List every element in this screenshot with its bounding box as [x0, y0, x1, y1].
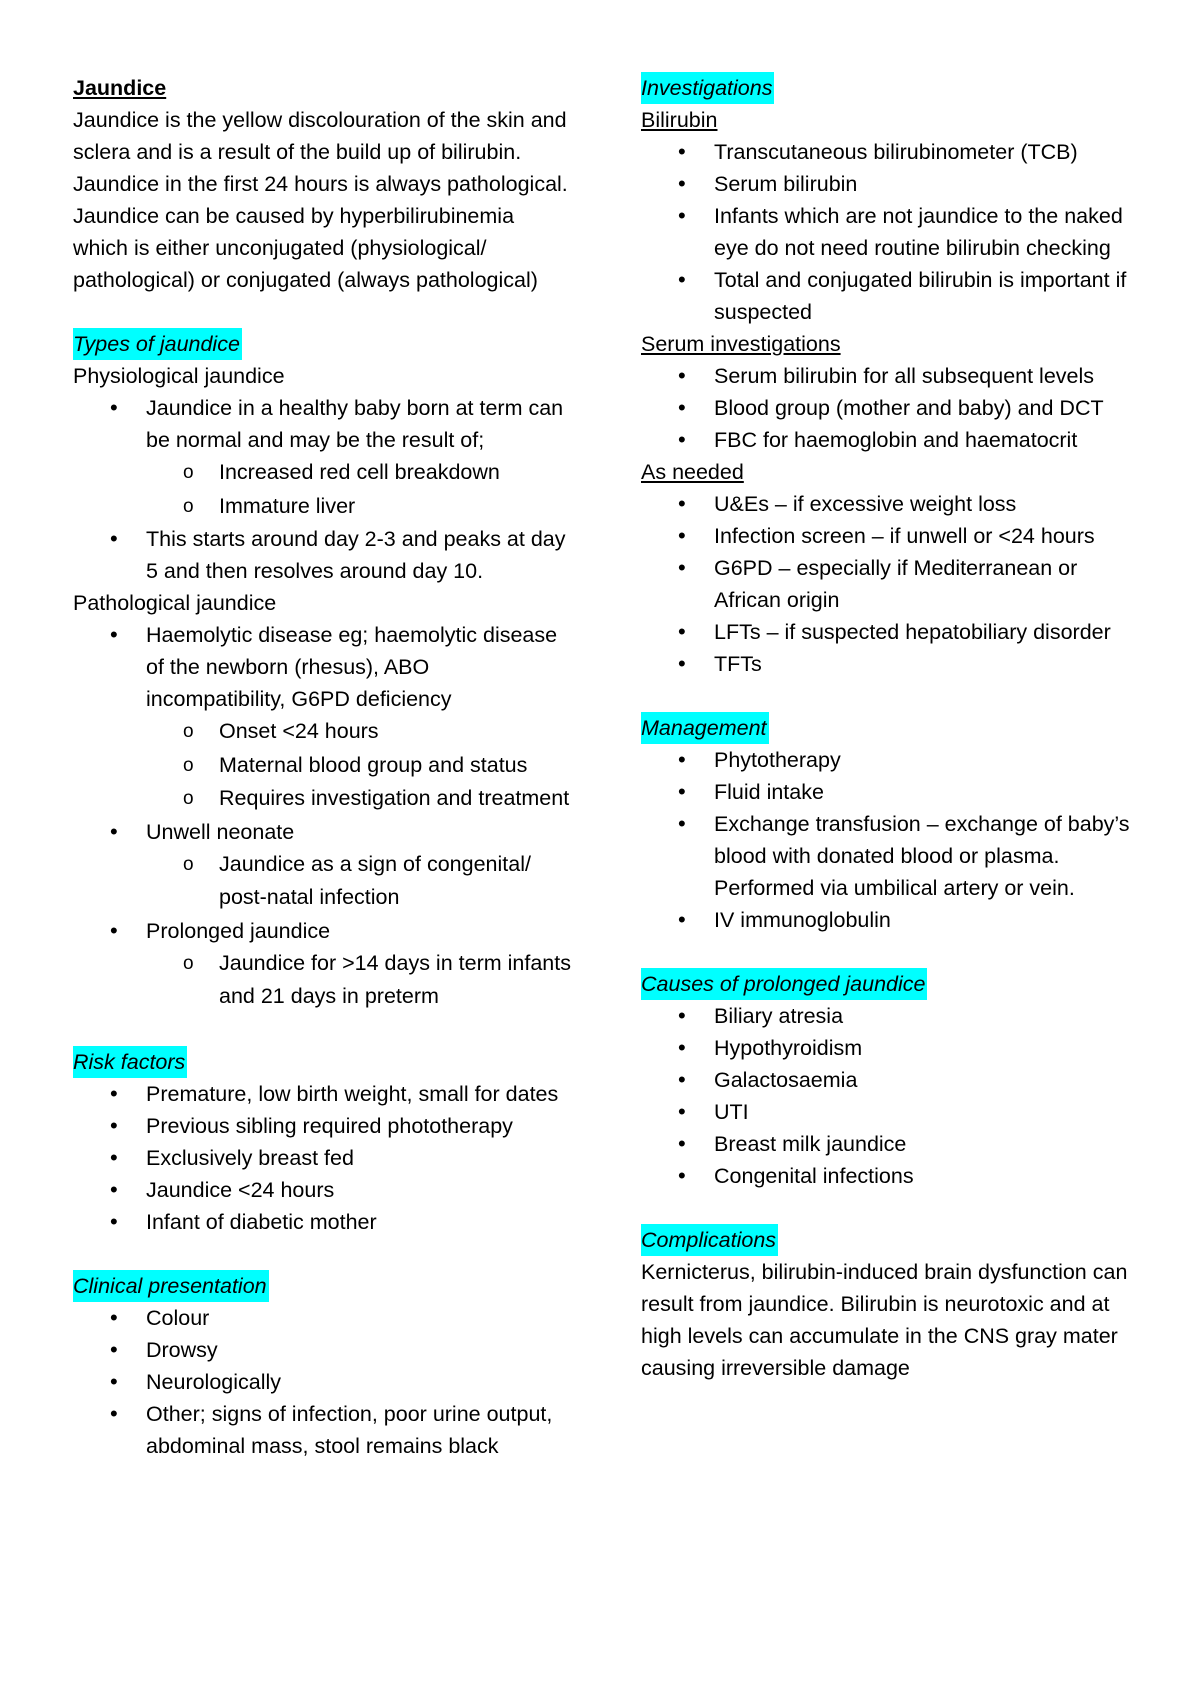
list-item: • Neurologically	[146, 1366, 573, 1398]
clinical-section	[73, 1270, 573, 1462]
list-item: • Phytotherapy	[714, 744, 1146, 776]
types-section	[73, 328, 573, 1014]
bullet-icon: •	[678, 651, 686, 676]
investigations-section	[641, 72, 1146, 680]
as-needed-label: As needed	[641, 460, 744, 484]
bullet-icon: •	[678, 363, 686, 388]
bullet-icon: •	[678, 523, 686, 548]
list-item: • Jaundice in a healthy baby born at term can be normal and may be the result of; o Increased red cell breakdown o Immature liver	[146, 392, 573, 523]
bullet-icon: •	[678, 779, 686, 804]
sub-list-item: o Requires investigation and treatment	[219, 782, 573, 816]
bullet-icon: •	[678, 1067, 686, 1092]
list-item: • Unwell neonate o Jaundice as a sign of congenital/ post-natal infection	[146, 816, 573, 915]
bullet-icon: •	[110, 395, 118, 420]
section-heading-risk: Risk factors	[73, 1046, 187, 1078]
risk-section	[73, 1046, 573, 1238]
as-needed-list	[641, 488, 1146, 680]
list-item: • Total and conjugated bilirubin is important if suspected	[714, 264, 1146, 328]
bullet-icon: •	[678, 555, 686, 580]
list-item: • Jaundice <24 hours	[146, 1174, 573, 1206]
list-item: • Breast milk jaundice	[714, 1128, 1146, 1160]
list-item: • Blood group (mother and baby) and DCT	[714, 392, 1146, 424]
list-item: • TFTs	[714, 648, 1146, 680]
list-item: • Transcutaneous bilirubinometer (TCB)	[714, 136, 1146, 168]
sub-list-item: o Immature liver	[219, 490, 573, 524]
intro-paragraph-2: Jaundice in the first 24 hours is always pathological.	[73, 172, 568, 196]
list-item: • Prolonged jaundice o Jaundice for >14 days in term infants and 21 days in preterm	[146, 915, 573, 1014]
bullet-icon: •	[678, 427, 686, 452]
bullet-icon: •	[110, 917, 118, 943]
sub-list	[146, 715, 573, 816]
list-item: • Colour	[146, 1302, 573, 1334]
bullet-icon: •	[110, 1336, 118, 1362]
list-item: • Serum bilirubin for all subsequent levels	[714, 360, 1146, 392]
pathological-label: Pathological jaundice	[73, 591, 277, 615]
complications-section	[641, 1224, 1146, 1384]
list-item: • Hypothyroidism	[714, 1032, 1146, 1064]
physiological-list	[73, 392, 573, 587]
list-item: • Infection screen – if unwell or <24 hours	[714, 520, 1146, 552]
complications-text: Kernicterus, bilirubin-induced brain dysfunction can result from jaundice. Bilirubin is neurotoxic and at high levels can accumulate in the CNS gray mater causing irreversible damage	[641, 1260, 1128, 1380]
physiological-label: Physiological jaundice	[73, 364, 285, 388]
bullet-icon: •	[110, 1208, 118, 1234]
list-item: • Previous sibling required phototherapy	[146, 1110, 573, 1142]
list-item: • This starts around day 2-3 and peaks at day 5 and then resolves around day 10.	[146, 523, 573, 587]
circle-bullet-icon: o	[183, 952, 194, 974]
bullet-icon: •	[678, 1099, 686, 1124]
circle-bullet-icon: o	[183, 462, 194, 483]
list-item: • Other; signs of infection, poor urine output, abdominal mass, stool remains black	[146, 1398, 573, 1462]
bullet-icon: •	[678, 491, 686, 516]
document-title: Jaundice	[73, 76, 167, 100]
list-item: • Drowsy	[146, 1334, 573, 1366]
sub-list-item: o Jaundice for >14 days in term infants and 21 days in preterm	[219, 947, 573, 1014]
bilirubin-list	[641, 136, 1146, 328]
circle-bullet-icon: o	[183, 754, 194, 776]
list-item: • Exclusively breast fed	[146, 1142, 573, 1174]
sub-list-item: o Onset <24 hours	[219, 715, 573, 749]
list-item: • LFTs – if suspected hepatobiliary disorder	[714, 616, 1146, 648]
list-item: • Fluid intake	[714, 776, 1146, 808]
section-heading-types: Types of jaundice	[73, 328, 242, 360]
bullet-icon: •	[110, 818, 118, 844]
bullet-icon: •	[678, 395, 686, 420]
bullet-icon: •	[110, 1080, 118, 1106]
clinical-list	[73, 1302, 573, 1462]
bullet-icon: •	[678, 619, 686, 644]
bullet-icon: •	[678, 1131, 686, 1156]
bullet-icon: •	[110, 1112, 118, 1138]
list-item: • Infants which are not jaundice to the naked eye do not need routine bilirubin checking	[714, 200, 1146, 264]
pathological-list	[73, 619, 573, 1014]
list-item: • UTI	[714, 1096, 1146, 1128]
causes-section	[641, 968, 1146, 1192]
list-item: • Serum bilirubin	[714, 168, 1146, 200]
sub-list-item: o Maternal blood group and status	[219, 749, 573, 783]
left-column	[73, 72, 573, 1462]
bullet-icon: •	[678, 907, 686, 932]
circle-bullet-icon: o	[183, 495, 194, 517]
bullet-icon: •	[678, 747, 686, 772]
section-heading-complications: Complications	[641, 1224, 778, 1256]
serum-list	[641, 360, 1146, 456]
bullet-icon: •	[110, 1144, 118, 1170]
bullet-icon: •	[678, 1163, 686, 1188]
sub-list	[146, 947, 573, 1014]
sub-list-item: o Jaundice as a sign of congenital/ post-natal infection	[219, 848, 573, 915]
bullet-icon: •	[110, 1400, 118, 1426]
risk-list	[73, 1078, 573, 1238]
bullet-icon: •	[678, 267, 686, 292]
serum-label: Serum investigations	[641, 332, 841, 356]
list-item: • G6PD – especially if Mediterranean or African origin	[714, 552, 1146, 616]
bullet-icon: •	[110, 1176, 118, 1202]
circle-bullet-icon: o	[183, 853, 194, 875]
section-heading-clinical: Clinical presentation	[73, 1270, 269, 1302]
list-item: • Haemolytic disease eg; haemolytic disease of the newborn (rhesus), ABO incompatibility, G6PD deficiency o Onset <24 hours o Maternal blood group and status o Requires investigation and treatment	[146, 619, 573, 816]
list-item: • Exchange transfusion – exchange of baby’s blood with donated blood or plasma. Performed via umbilical artery or vein.	[714, 808, 1146, 904]
bullet-icon: •	[678, 1003, 686, 1028]
bullet-icon: •	[110, 1368, 118, 1394]
bullet-icon: •	[678, 811, 686, 836]
section-heading-management: Management	[641, 712, 769, 744]
list-item: • Galactosaemia	[714, 1064, 1146, 1096]
bullet-icon: •	[678, 171, 686, 196]
right-column	[641, 72, 1146, 1384]
bilirubin-label: Bilirubin	[641, 108, 718, 132]
section-heading-causes: Causes of prolonged jaundice	[641, 968, 927, 1000]
section-heading-investigations: Investigations	[641, 72, 774, 104]
sub-list	[146, 456, 573, 523]
management-section	[641, 712, 1146, 936]
intro-paragraph-1: Jaundice is the yellow discolouration of the skin and sclera and is a result of the build up of bilirubin.	[73, 108, 567, 164]
bullet-icon: •	[110, 526, 118, 551]
list-item: • Infant of diabetic mother	[146, 1206, 573, 1238]
sub-list-item: o Increased red cell breakdown	[219, 456, 573, 490]
bullet-icon: •	[110, 622, 118, 647]
causes-list	[641, 1000, 1146, 1192]
circle-bullet-icon: o	[183, 788, 194, 809]
management-list	[641, 744, 1146, 936]
sub-list	[146, 848, 573, 915]
list-item: • Premature, low birth weight, small for dates	[146, 1078, 573, 1110]
list-item: • U&Es – if excessive weight loss	[714, 488, 1146, 520]
bullet-icon: •	[678, 1035, 686, 1060]
list-item: • FBC for haemoglobin and haematocrit	[714, 424, 1146, 456]
bullet-icon: •	[678, 139, 686, 164]
bullet-icon: •	[678, 203, 686, 228]
list-item: • Biliary atresia	[714, 1000, 1146, 1032]
list-item: • Congenital infections	[714, 1160, 1146, 1192]
intro-paragraph-3: Jaundice can be caused by hyperbilirubinemia which is either unconjugated (physiological/ pathological) or conjugated (always pathological)	[73, 204, 538, 292]
circle-bullet-icon: o	[183, 721, 194, 742]
list-item: • IV immunoglobulin	[714, 904, 1146, 936]
bullet-icon: •	[110, 1304, 118, 1330]
